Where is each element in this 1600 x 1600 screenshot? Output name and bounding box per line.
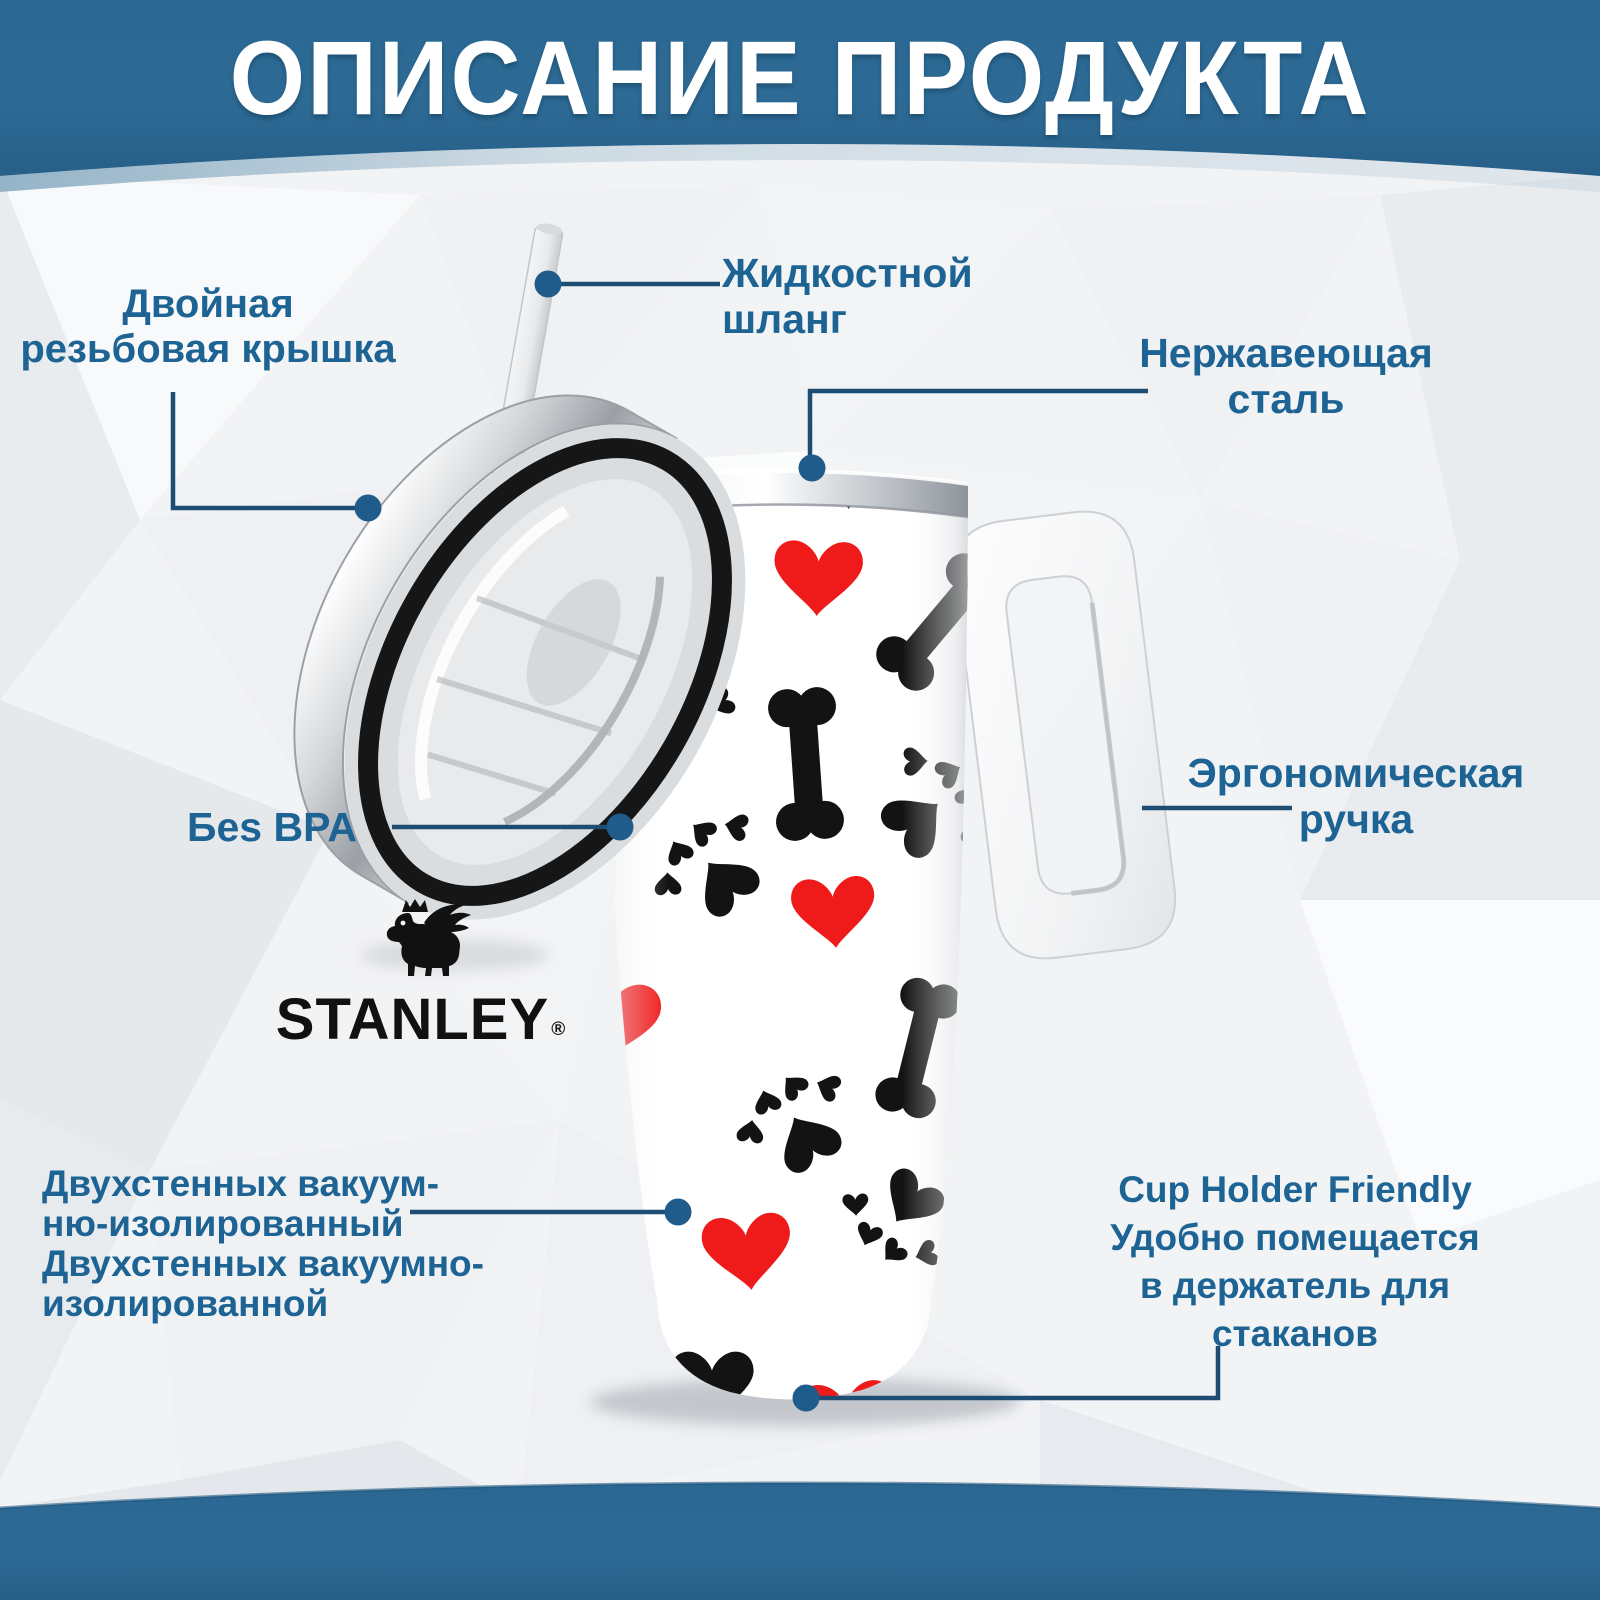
- callout-bpa-label: [160, 804, 384, 850]
- callout-straw-line2: шланг: [722, 296, 847, 343]
- callout-lid-line1: Двойная: [122, 282, 294, 326]
- callout-lid-label: [20, 282, 396, 372]
- callout-steel-label: [1090, 330, 1482, 423]
- callout-vacuum-line1: Двухстенных вакуум-: [42, 1163, 440, 1204]
- callout-cupholder-line1: Cup Holder Friendly: [1118, 1169, 1472, 1210]
- callout-vacuum-line4: изолированной: [42, 1283, 329, 1324]
- callout-handle-line1: Эргономическая: [1187, 750, 1525, 796]
- callout-handle-label: [1160, 750, 1552, 843]
- lid-connector-dot: [355, 495, 382, 522]
- callout-bpa-line1: Бes BPA: [187, 804, 357, 850]
- cupholder-connector-dot: [793, 1385, 820, 1412]
- stanley-wordmark-text: STANLEY: [275, 987, 550, 1052]
- callout-vacuum-label: [42, 1164, 522, 1324]
- callout-vacuum-line3: Двухстенных вакуумно-: [42, 1243, 484, 1284]
- stanley-wordmark: [262, 986, 578, 1053]
- footer-band: [0, 1483, 1600, 1600]
- callout-straw-line1: Жидкостной: [722, 250, 973, 296]
- straw-connector-dot: [535, 271, 562, 298]
- callout-cupholder-line3: в держатель для: [1139, 1265, 1451, 1306]
- callout-lid-line2: резьбовая крышка: [20, 327, 396, 372]
- callout-handle-line2: ручка: [1298, 796, 1414, 843]
- steel-connector-dot: [799, 455, 826, 482]
- callout-steel-line2: сталь: [1227, 376, 1345, 423]
- callout-cupholder-label: [1075, 1166, 1515, 1358]
- registered-trademark-icon: ®: [551, 1019, 567, 1040]
- vacuum-connector-dot: [665, 1199, 692, 1226]
- callout-cupholder-line2: Удобно помещается: [1110, 1217, 1480, 1258]
- page-title: ОПИСАНИЕ ПРОДУКТА: [229, 19, 1371, 137]
- callout-cupholder-line4: стаканов: [1211, 1313, 1379, 1354]
- callout-vacuum-line2: ню-изолированный: [42, 1203, 404, 1244]
- callout-straw-label: [722, 250, 1052, 343]
- bpa-connector-dot: [607, 814, 634, 841]
- callout-steel-line1: Нержавеющая: [1139, 330, 1433, 376]
